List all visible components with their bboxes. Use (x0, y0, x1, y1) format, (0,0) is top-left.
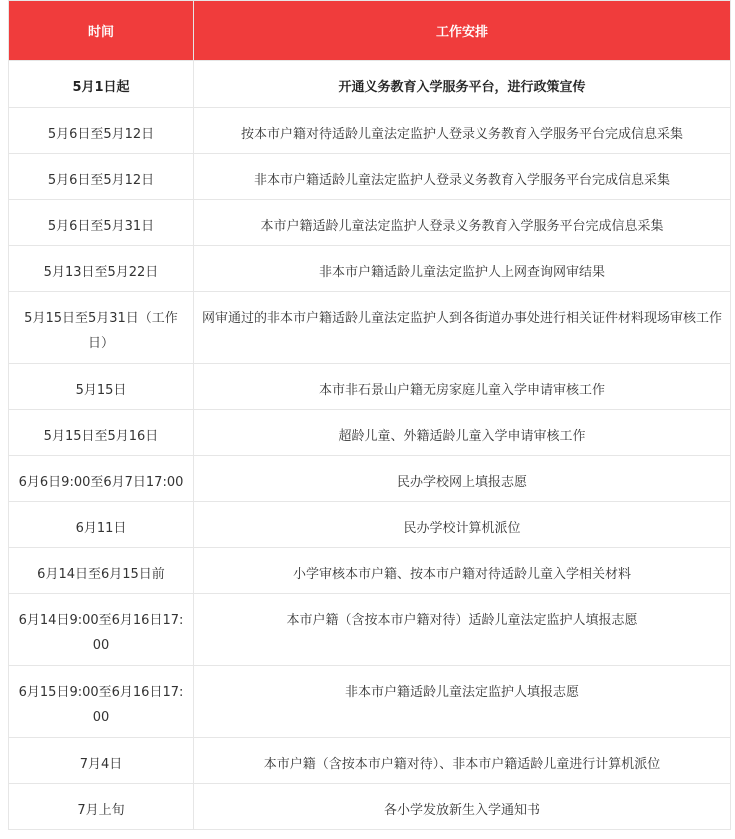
table-row (9, 456, 731, 502)
time-cell: 5月6日至5月12日 (9, 154, 194, 200)
task-cell: 网审通过的非本市户籍适龄儿童法定监护人到各街道办事处进行相关证件材料现场审核工作 (194, 292, 731, 364)
table-row (9, 200, 731, 246)
time-cell: 7月4日 (9, 738, 194, 784)
table-row (9, 246, 731, 292)
time-cell: 7月上旬 (9, 784, 194, 830)
table-row (9, 594, 731, 666)
time-cell: 5月15日至5月16日 (9, 410, 194, 456)
time-cell: 6月6日9:00至6月7日17:00 (9, 456, 194, 502)
table-row (9, 410, 731, 456)
task-cell: 小学审核本市户籍、按本市户籍对待适龄儿童入学相关材料 (194, 548, 731, 594)
task-cell: 按本市户籍对待适龄儿童法定监护人登录义务教育入学服务平台完成信息采集 (194, 108, 731, 154)
time-cell: 5月13日至5月22日 (9, 246, 194, 292)
task-cell: 非本市户籍适龄儿童法定监护人登录义务教育入学服务平台完成信息采集 (194, 154, 731, 200)
table-row (9, 154, 731, 200)
task-cell: 本市户籍（含按本市户籍对待）、非本市户籍适龄儿童进行计算机派位 (194, 738, 731, 784)
table-row (9, 108, 731, 154)
table-row (9, 292, 731, 364)
time-cell: 6月15日9:00至6月16日17:00 (9, 666, 194, 738)
task-cell: 超龄儿童、外籍适龄儿童入学申请审核工作 (194, 410, 731, 456)
table-row (9, 738, 731, 784)
table-row (9, 364, 731, 410)
task-cell: 非本市户籍适龄儿童法定监护人填报志愿 (194, 666, 731, 738)
table-row (9, 666, 731, 738)
table-row (9, 61, 731, 108)
task-cell: 民办学校网上填报志愿 (194, 456, 731, 502)
time-cell: 5月15日 (9, 364, 194, 410)
table-header-row (9, 1, 731, 61)
time-cell: 5月6日至5月31日 (9, 200, 194, 246)
table-row (9, 784, 731, 830)
time-cell: 6月11日 (9, 502, 194, 548)
header-arrangement: 工作安排 (194, 1, 731, 61)
task-cell: 开通义务教育入学服务平台，进行政策宣传 (194, 61, 731, 108)
header-time: 时间 (9, 1, 194, 61)
table-row (9, 502, 731, 548)
task-cell: 各小学发放新生入学通知书 (194, 784, 731, 830)
task-cell: 民办学校计算机派位 (194, 502, 731, 548)
task-cell: 本市户籍适龄儿童法定监护人登录义务教育入学服务平台完成信息采集 (194, 200, 731, 246)
time-cell: 5月15日至5月31日（工作日） (9, 292, 194, 364)
time-cell: 6月14日9:00至6月16日17:00 (9, 594, 194, 666)
schedule-table (8, 0, 731, 830)
table-row (9, 548, 731, 594)
time-cell: 6月14日至6月15日前 (9, 548, 194, 594)
time-cell: 5月1日起 (9, 61, 194, 108)
time-cell: 5月6日至5月12日 (9, 108, 194, 154)
task-cell: 本市户籍（含按本市户籍对待）适龄儿童法定监护人填报志愿 (194, 594, 731, 666)
task-cell: 本市非石景山户籍无房家庭儿童入学申请审核工作 (194, 364, 731, 410)
task-cell: 非本市户籍适龄儿童法定监护人上网查询网审结果 (194, 246, 731, 292)
